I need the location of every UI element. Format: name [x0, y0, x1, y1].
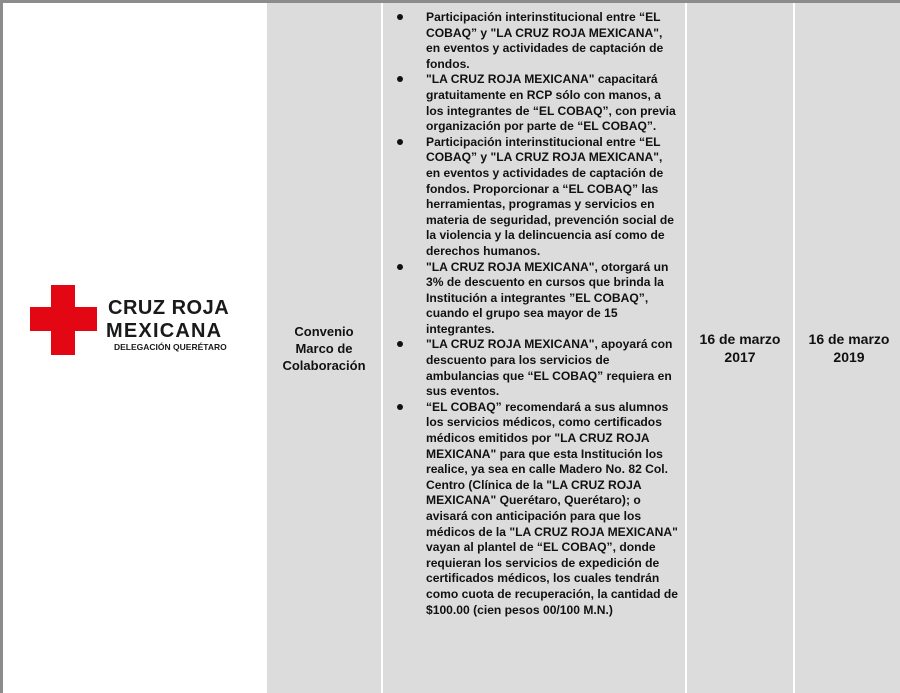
commitments-list [393, 10, 679, 618]
end-date: 16 de marzo 2019 [808, 331, 890, 365]
logo-title-line2: MEXICANA [106, 320, 223, 342]
logo-title-line1: CRUZ ROJA [108, 297, 230, 319]
commitment-text: Participación interinstitucional entre “EL COBAQ” y "LA CRUZ ROJA MEXICANA", en eventos y actividades de captación de fondos. [426, 10, 664, 71]
commitment-text: "LA CRUZ ROJA MEXICANA", apoyará con descuento para los servicios de ambulancias que “EL COBAQ” requiera en sus eventos. [426, 337, 673, 399]
red-cross-horizontal-bar [30, 307, 97, 331]
bullet-icon [397, 264, 403, 270]
list-item [393, 10, 679, 72]
commitment-text: Participación interinstitucional entre “EL COBAQ” y "LA CRUZ ROJA MEXICANA", en eventos y actividades de captación de fondos. Proporcionar a “EL COBAQ” las herramientas, programas y servicios en materia de seguridad, prevención social de la violencia y la delincuencia así como de derechos humanos. [426, 134, 675, 258]
start-date: 16 de marzo 2017 [699, 331, 781, 365]
bullet-icon [397, 14, 403, 20]
commitments-cell [383, 3, 685, 693]
agreement-name: Convenio Marco de Colaboración [282, 323, 366, 373]
bullet-icon [397, 139, 403, 145]
bullet-icon [397, 76, 403, 82]
cruz-roja-logo [30, 285, 240, 357]
list-item [393, 337, 679, 399]
start-date-cell [687, 3, 793, 693]
logo-subtitle: DELEGACIÓN QUERÉTARO [114, 342, 227, 352]
commitment-text: "LA CRUZ ROJA MEXICANA", otorgará un 3% de descuento en cursos que brinda la Institución a integrantes ”EL COBAQ”, cuando el grupo sea mayor de 15 integrantes. [426, 259, 669, 336]
bullet-icon [397, 404, 403, 410]
commitment-text: “EL COBAQ” recomendará a sus alumnos los servicios médicos, como certificados médicos emitidos por "LA CRUZ ROJA MEXICANA" para que esta Institución los realice, ya sea en calle Madero No. 82 Col. Centro (Clínica de la "LA CRUZ ROJA MEXICANA" Querétaro, Querétaro); o avisará con anticipación para que los médicos de la "LA CRUZ ROJA MEXICANA" vayan al plantel de “EL COBAQ”, donde requieran los servicios de expedición de certificados médicos, los cuales tendrán como cuota de recuperación, la cantidad de $100.00 (cien pesos 00/100 M.N.) [426, 399, 679, 617]
list-item [393, 72, 679, 134]
logo-cell [3, 3, 265, 693]
bullet-icon [397, 341, 403, 347]
list-item [393, 135, 679, 260]
agreement-name-cell [267, 3, 381, 693]
commitment-text: "LA CRUZ ROJA MEXICANA" capacitará gratuitamente en RCP sólo con manos, a los integrantes de “EL COBAQ”, con previa organización por parte de “EL COBAQ”. [426, 72, 676, 134]
list-item [393, 400, 679, 618]
end-date-cell [795, 3, 900, 693]
list-item [393, 260, 679, 338]
